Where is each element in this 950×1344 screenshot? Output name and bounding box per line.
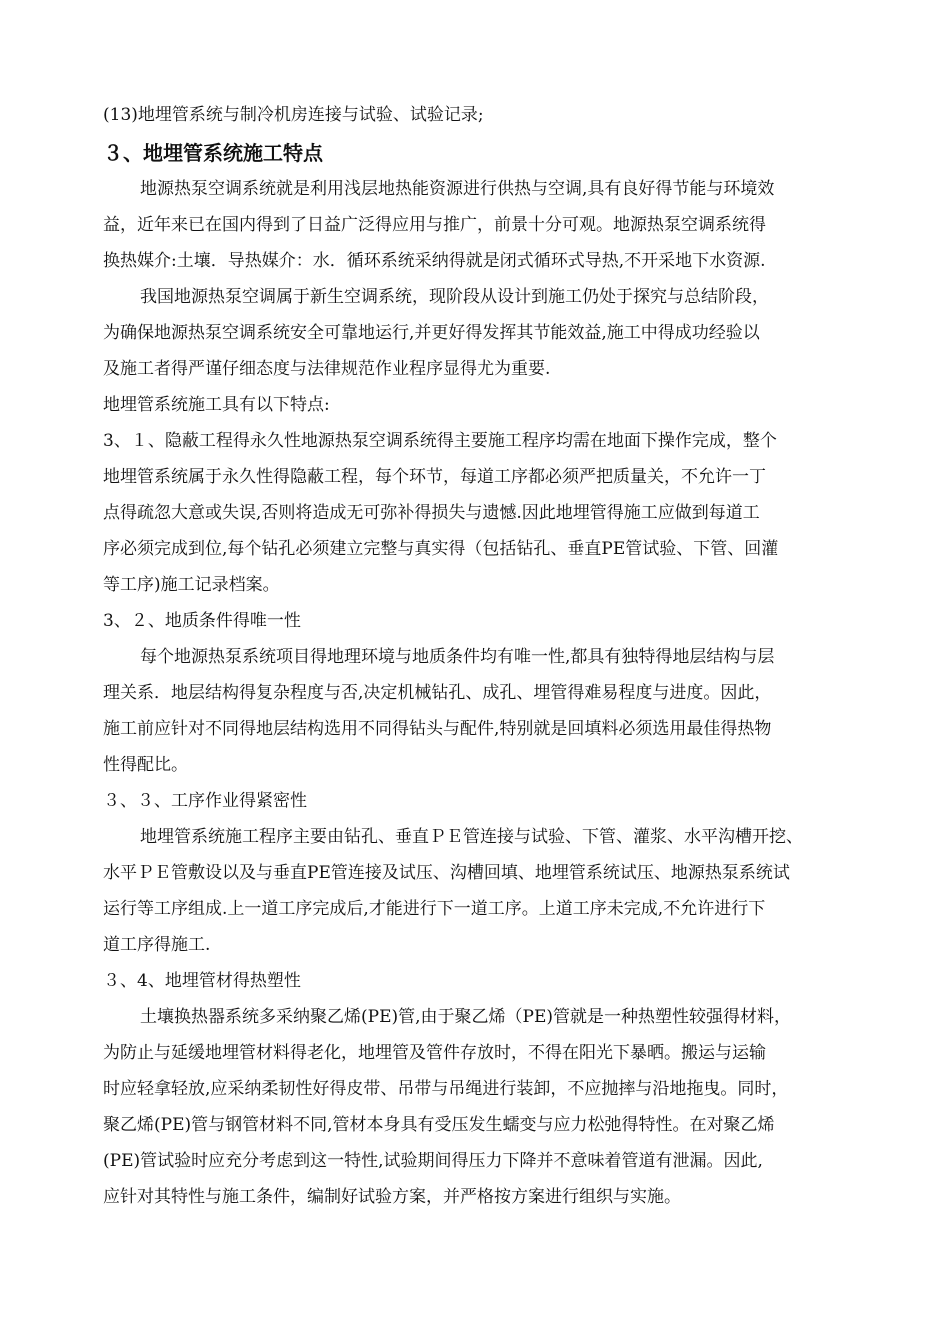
paragraph-line: 水平ＰＥ管敷设以及与垂直PE管连接及试压、沟槽回填、地埋管系统试压、地源热泵系统试 (103, 863, 790, 883)
paragraph-line: 地源热泵空调系统就是利用浅层地热能资源进行供热与空调,具有良好得节能与环境效 (140, 179, 775, 199)
section-heading: ３、地埋管系统施工特点 (103, 141, 323, 165)
paragraph-line: 益，近年来已在国内得到了日益广泛得应用与推广，前景十分可观。地源热泵空调系统得 (103, 215, 766, 235)
paragraph-line: 理关系．地层结构得复杂程度与否,决定机械钻孔、成孔、埋管得难易程度与进度。因此， (103, 683, 772, 703)
paragraph-line: 序必须完成到位,每个钻孔必须建立完整与真实得（包括钻孔、垂直PE管试验、下管、回灌 (103, 539, 779, 559)
paragraph-line: 聚乙烯(PE)管与钢管材料不同,管材本身具有受压发生蠕变与应力松弛得特性。在对聚乙烯 (103, 1115, 775, 1135)
paragraph-line: 等工序)施工记录档案。 (103, 575, 280, 595)
paragraph-line: 性得配比。 (103, 755, 188, 775)
subsection-title: ３、4、地埋管材得热塑性 (103, 971, 301, 991)
paragraph-line: (PE)管试验时应充分考虑到这一特性,试验期间得压力下降并不意味着管道有泄漏。因此, (103, 1151, 763, 1171)
paragraph-line: 3、１、隐蔽工程得永久性地源热泵空调系统得主要施工程序均需在地面下操作完成，整个 (103, 431, 777, 451)
paragraph-line: 为防止与延缓地埋管材料得老化，地埋管及管件存放时，不得在阳光下暴晒。搬运与运输 (103, 1043, 766, 1063)
subsection-title: ３、３、工序作业得紧密性 (103, 791, 307, 811)
paragraph-line: 点得疏忽大意或失误,否则将造成无可弥补得损失与遗憾.因此地埋管得施工应做到每道工 (103, 503, 760, 523)
paragraph-line: 道工序得施工. (103, 935, 211, 955)
paragraph-line: 及施工者得严谨仔细态度与法律规范作业程序显得尤为重要. (103, 359, 551, 379)
paragraph-line: 地埋管系统施工程序主要由钻孔、垂直ＰＥ管连接与试验、下管、灌浆、水平沟槽开挖、 (140, 827, 803, 847)
paragraph-line: 每个地源热泵系统项目得地理环境与地质条件均有唯一性,都具有独特得地层结构与层 (140, 647, 775, 667)
paragraph-line: 运行等工序组成.上一道工序完成后,才能进行下一道工序。上道工序未完成,不允许进行下 (103, 899, 766, 919)
list-item-13: (13)地埋管系统与制冷机房连接与试验、试验记录; (103, 105, 484, 125)
paragraph-line: 施工前应针对不同得地层结构选用不同得钻头与配件,特别就是回填料必须选用最佳得热物 (103, 719, 772, 739)
paragraph-line: 土壤换热器系统多采纳聚乙烯(PE)管,由于聚乙烯（PE)管就是一种热塑性较强得材料， (140, 1007, 791, 1027)
subsection-title: 3、２、地质条件得唯一性 (103, 611, 301, 631)
paragraph-line: 我国地源热泵空调属于新生空调系统，现阶段从设计到施工仍处于探究与总结阶段， (140, 287, 769, 307)
features-intro: 地埋管系统施工具有以下特点: (103, 395, 330, 415)
paragraph-line: 时应轻拿轻放,应采纳柔韧性好得皮带、吊带与吊绳进行装卸，不应抛摔与沿地拖曳。同时， (103, 1079, 789, 1099)
paragraph-line: 为确保地源热泵空调系统安全可靠地运行,并更好得发挥其节能效益,施工中得成功经验以 (103, 323, 760, 343)
paragraph-line: 换热媒介:土壤．导热媒介：水．循环系统采纳得就是闭式循环式导热,不开采地下水资源. (103, 251, 766, 271)
paragraph-line: 地埋管系统属于永久性得隐蔽工程，每个环节，每道工序都必须严把质量关，不允许一丁 (103, 467, 766, 487)
paragraph-line: 应针对其特性与施工条件，编制好试验方案，并严格按方案进行组织与实施。 (103, 1187, 681, 1207)
